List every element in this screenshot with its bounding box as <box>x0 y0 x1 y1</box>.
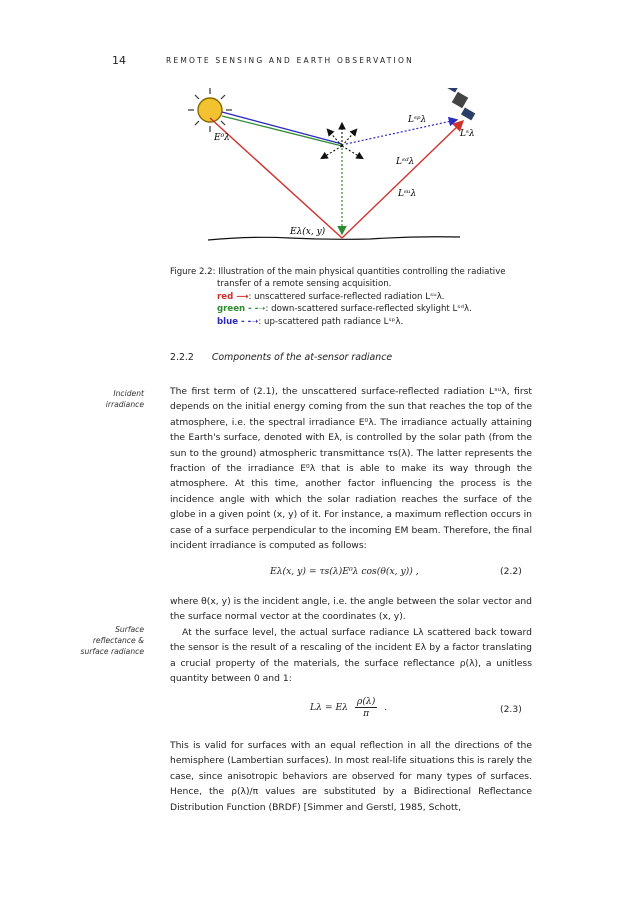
eq2-lhs: Lλ = Eλ <box>310 702 348 713</box>
eq2-numerator: ρ(λ) <box>356 696 376 707</box>
eq2-tail: . <box>384 702 388 713</box>
equation-2-3 <box>310 696 387 719</box>
ground-surface <box>208 237 460 240</box>
caption-green: green - -➝: down-scattered surface-reflected skylight Lˢᵈλ. <box>217 304 472 315</box>
caption-blue-text: : up-scattered path radiance Lˢᵖλ. <box>258 316 404 327</box>
label-lsd: Lˢᵈλ <box>396 157 415 167</box>
margin-note-surface: Surface reflectance & surface radiance <box>80 625 144 656</box>
caption-red-text: : unscattered surface-reflected radiation Lˢᵘλ. <box>248 291 445 302</box>
red-reflect <box>342 122 462 238</box>
eq2-denominator: π <box>363 708 370 719</box>
satellite-icon <box>445 88 476 120</box>
page-number: 14 <box>112 54 126 67</box>
green-beam <box>222 116 342 146</box>
blue-to-sensor <box>346 120 456 144</box>
label-lsu: Lˢᵘλ <box>398 189 417 199</box>
caption-blue: blue - -➝: up-scattered path radiance Lˢᵖλ. <box>217 316 404 327</box>
section-heading <box>170 352 392 363</box>
paragraph-4: This is valid for surfaces with an equal reflection in all the directions of the hemisphere (Lambertian surfaces). In most real-life situations this is rarely the case, since anisotropic behaviors are observed for many types of surfaces. Hence, the ρ(λ)/π values are substituted by a Bidirectional Reflectance Distribution Function (BRDF) [Simmer and Gerstl, 1985, Schott, <box>170 740 532 813</box>
paragraph-3: At the surface level, the actual surface radiance Lλ scattered back toward the sensor is the result of a rescaling of the incident Eλ by a factor translating a crucial property of the materials, the surface reflectance ρ(λ), a unitless quantity between 0 and 1: <box>170 627 532 685</box>
label-exy: Eλ(x, y) <box>290 227 326 237</box>
caption-green-text: : down-scattered surface-reflected skylight Lˢᵈλ. <box>265 304 472 315</box>
caption-red-key: red <box>217 291 234 302</box>
caption-blue-key: blue <box>217 316 239 327</box>
caption-line-2: transfer of a remote sensing acquisition. <box>217 279 392 290</box>
sun-icon <box>188 88 232 132</box>
section-number: 2.2.2 <box>170 352 194 363</box>
section-title: Components of the at-sensor radiance <box>211 352 393 363</box>
equation-2-2: Eλ(x, y) = τs(λ)E⁰λ cos(θ(x, y)) , <box>270 566 419 577</box>
equation-2-2-number: (2.2) <box>500 566 522 577</box>
running-title: REMOTE SENSING AND EARTH OBSERVATION <box>166 56 414 65</box>
caption-red: red ⟶: unscattered surface-reflected radiation Lˢᵘλ. <box>217 291 445 302</box>
radiance-figure <box>170 88 500 258</box>
margin-note-incident: Incident irradiance <box>105 389 144 409</box>
caption-green-key: green <box>217 304 246 315</box>
blue-beam <box>222 112 342 144</box>
paragraph-1: The first term of (2.1), the unscattered surface-reflected radiation Lˢᵘλ, first depends on the initial energy coming from the sun that reaches the top of the atmosphere, i.e. the spectral irradiance E⁰λ. The irradiance actually attaining the Earth's surface, denoted with Eλ, is controlled by the solar path (from the sun to the ground) atmospheric transmittance τs(λ). The latter represents the fraction of the irradiance E⁰λ that is able to make its way through the atmosphere. At this time, another factor influencing the process is the incidence angle with which the solar radiation reaches the surface of the globe in a given point (x, y) of it. For instance, a maximum reflection occurs in case of a surface perpendicular to the incoming EM beam. Therefore, the final incident irradiance is computed as follows: <box>170 386 532 552</box>
label-lsp: Lˢᵖλ <box>408 115 427 125</box>
caption-line-1: Figure 2.2: Illustration of the main physical quantities controlling the radiative <box>170 267 506 277</box>
label-ls: Lˢλ <box>460 129 475 139</box>
paragraph-2: where θ(x, y) is the incident angle, i.e. the angle between the solar vector and the surface normal vector at the coordinates (x, y). <box>170 596 532 623</box>
label-e0: E⁰λ <box>214 133 230 143</box>
equation-2-3-number: (2.3) <box>500 704 522 715</box>
figure-caption <box>170 266 532 328</box>
